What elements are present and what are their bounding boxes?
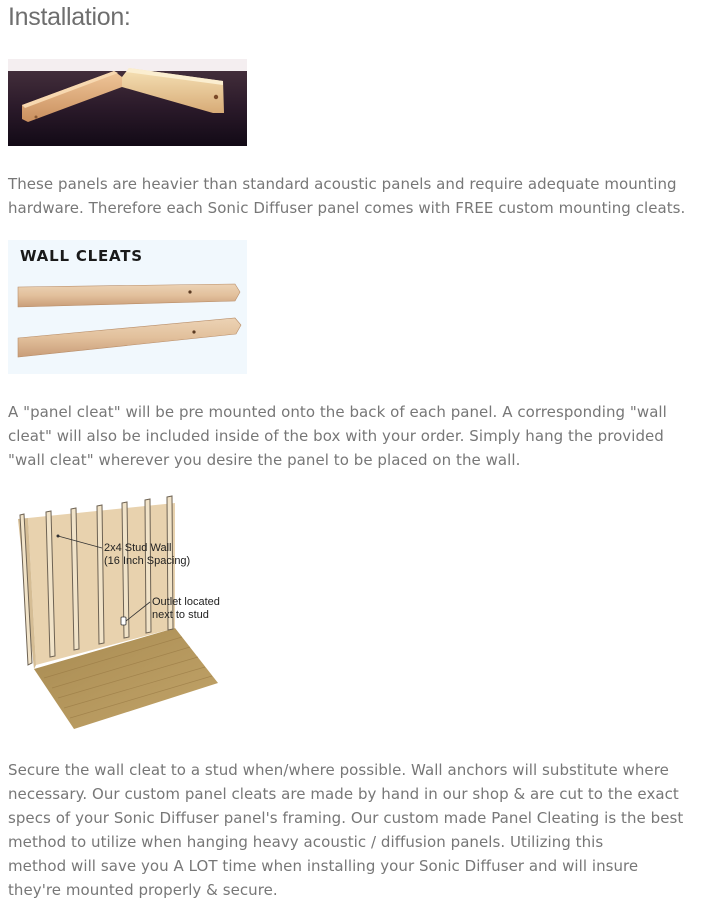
page-heading: Installation: [8,3,131,31]
cleat-description-paragraph [8,400,720,472]
paragraph-line: These panels are heavier than standard acoustic panels and require adequate mounting [8,175,677,193]
stud-spacing-label: (16 Inch Spacing) [104,555,191,567]
paragraph-line: hardware. Therefore each Sonic Diffuser panel comes with FREE custom mounting cleats. [8,199,686,217]
paragraph-line: they're mounted properly & secure. [8,881,278,899]
paragraph-line: cleat" will also be included inside of the box with your order. Simply hang the provided [8,427,664,445]
stud-wall-diagram [10,493,225,733]
securing-paragraph [8,758,720,902]
paragraph-line: method will save you A LOT time when installing your Sonic Diffuser and will insure [8,857,639,875]
paragraph-line: "wall cleat" wherever you desire the panel to be placed on the wall. [8,451,521,469]
paragraph-line: A "panel cleat" will be pre mounted onto the back of each panel. A corresponding "wall [8,403,667,421]
cleat-joint-photo [8,59,247,146]
paragraph-line: method to utilize when hanging heavy acoustic / diffusion panels. Utilizing this [8,833,604,851]
stud-wall-label: 2x4 Stud Wall [104,542,172,554]
paragraph-line: specs of your Sonic Diffuser panel's framing. Our custom made Panel Cleating is the best [8,809,684,827]
outlet-label: Outlet located [152,596,220,608]
paragraph-line: necessary. Our custom panel cleats are made by hand in our shop & are cut to the exact [8,785,679,803]
mounting-hardware-paragraph [8,172,720,220]
wall-cleats-image [8,240,247,374]
paragraph-line: Secure the wall cleat to a stud when/where possible. Wall anchors will substitute where [8,761,669,779]
wall-cleats-title: WALL CLEATS [20,247,143,265]
outlet-sublabel: next to stud [152,609,209,621]
